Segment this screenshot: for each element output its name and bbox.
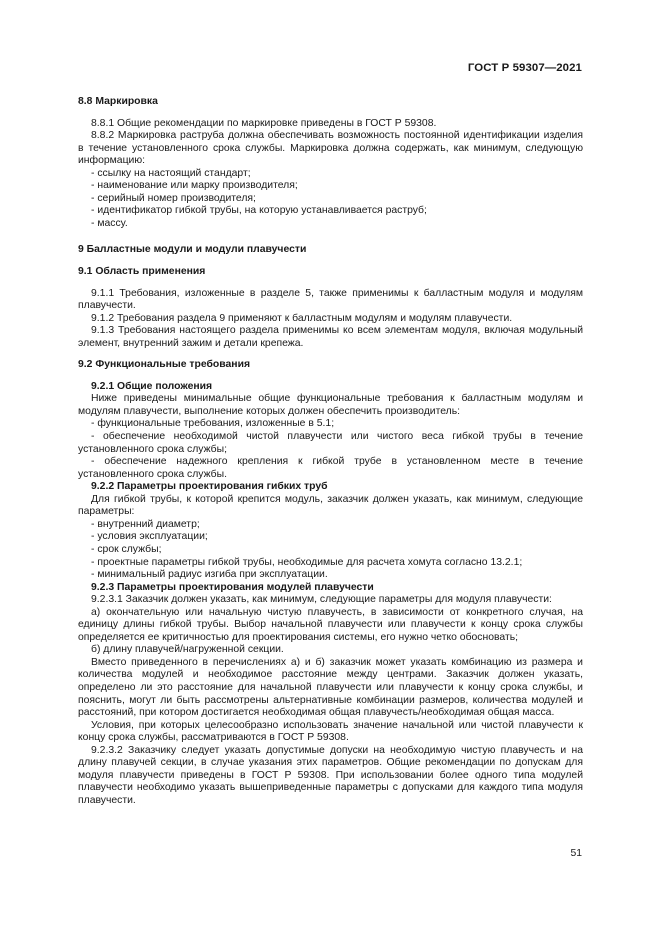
doc-id-header: ГОСТ Р 59307—2021	[467, 62, 582, 74]
section-9-1-title: 9.1 Область применения	[78, 266, 206, 278]
section-8-8-title: 8.8 Маркировка	[78, 96, 158, 107]
section-9-2-title: 9.2 Функциональные требования	[78, 359, 251, 371]
paragraph-9-2-3-conditions: Условия, при которых целесообразно использовать значение начальной или чистой плавучести к концу срока службы, рассматриваются в ГОСТ Р 59308.	[78, 719, 583, 744]
paragraph-9-2-3-1: 9.2.3.1 Заказчик должен указать, как минимум, следующие параметры для модуля плавучести:	[91, 594, 552, 606]
paragraph-9-1-1: 9.1.1 Требования, изложенные в разделе 5, также применимы к балластным модуля и модулям плавучести.	[78, 287, 583, 312]
paragraph-9-1-2: 9.1.2 Требования раздела 9 применяют к балластным модулям и модулям плавучести.	[91, 312, 513, 324]
paragraph-9-2-1: Ниже приведены минимальные общие функциональные требования к балластным модулям и модулям плавучести, выполнение которых должен обеспечить производитель:	[78, 393, 583, 417]
paragraph-9-2-3-alt: Вместо приведенного в перечислениях а) и б) заказчик может указать комбинацию из размера и количества модулей и необходимое расстояние между центрами. Заказчик должен указать, определено ли это расстояние для начальной плавучести или плавучести к концу срока службы, и пояснить, могут ли быть рассмотрены альтернативные комбинации размеров, количества модулей и расстояний, при котором достигается необходимая общая плавучесть/необходимая общая масса.	[78, 656, 583, 719]
section-9-2-2-title: 9.2.2 Параметры проектирования гибких труб	[91, 481, 328, 493]
list-item: - условия эксплуатации;	[91, 531, 208, 543]
list-item-b: б) длину плавучей/нагруженной секции.	[91, 644, 284, 656]
paragraph-9-1-3: 9.1.3 Требования настоящего раздела применимы ко всем элементам модуля, включая модульный элемент, внутренний зажим и детали крепежа.	[78, 325, 583, 349]
paragraph-9-2-2: Для гибкой трубы, к которой крепится модуль, заказчик должен указать, как минимум, следующие параметры:	[78, 493, 583, 518]
list-item: - минимальный радиус изгиба при эксплуатации.	[91, 569, 328, 581]
paragraph-8-8-2: 8.8.2 Маркировка раструба должна обеспечивать возможность постоянной идентификации изделия в течение установленного срока службы. Маркировка должна содержать, как минимум, следующую информацию:	[78, 130, 583, 167]
list-item: - наименование или марку производителя;	[91, 180, 298, 192]
page-number: 51	[570, 848, 582, 859]
list-item: - функциональные требования, изложенные в 5.1;	[91, 418, 335, 430]
list-item: - серийный номер производителя;	[91, 192, 256, 204]
page-content	[78, 96, 583, 807]
list-item-a: а) окончательную или начальную чистую плавучесть, в зависимости от конкретного случая, на единицу длины гибкой трубы. Выбор начальной плавучести или плавучести к концу срока службы определяется ее критичностью для проектирования системы, его нужно четко обосновать;	[78, 606, 583, 643]
paragraph-8-8-1: 8.8.1 Общие рекомендации по маркировке приведены в ГОСТ Р 59308.	[91, 117, 437, 129]
list-item: - ссылку на настоящий стандарт;	[91, 167, 251, 179]
list-item: - обеспечение необходимой чистой плавучести или чистого веса гибкой трубы в течение установленного срока службы;	[78, 431, 583, 455]
section-9-2-3-title: 9.2.3 Параметры проектирования модулей плавучести	[91, 581, 374, 593]
section-9-title: 9 Балластные модули и модули плавучести	[78, 244, 307, 256]
list-item: - внутренний диаметр;	[91, 518, 200, 530]
paragraph-9-2-3-2: 9.2.3.2 Заказчику следует указать допустимые допуски на необходимую чистую плавучесть и на длину плавучей секции, в случае указания этих параметров. Общие рекомендации по допускам для модуля плавучести приведены в ГОСТ Р 59308. При использовании более одного типа модулей плавучести необходимо указать вышеприведенные параметры с допусками для каждого типа модуля плавучести.	[78, 744, 583, 806]
list-item: - срок службы;	[91, 543, 162, 555]
section-9-2-1-title: 9.2.1 Общие положения	[91, 380, 213, 392]
list-item: - обеспечение надежного крепления к гибкой трубе в установленном месте в течение установленного срока службы.	[78, 456, 583, 480]
list-item: - проектные параметры гибкой трубы, необходимые для расчета хомута согласно 13.2.1;	[91, 556, 523, 568]
list-item: - массу.	[91, 217, 128, 229]
list-item: - идентификатор гибкой трубы, на которую устанавливается раструб;	[91, 205, 427, 217]
